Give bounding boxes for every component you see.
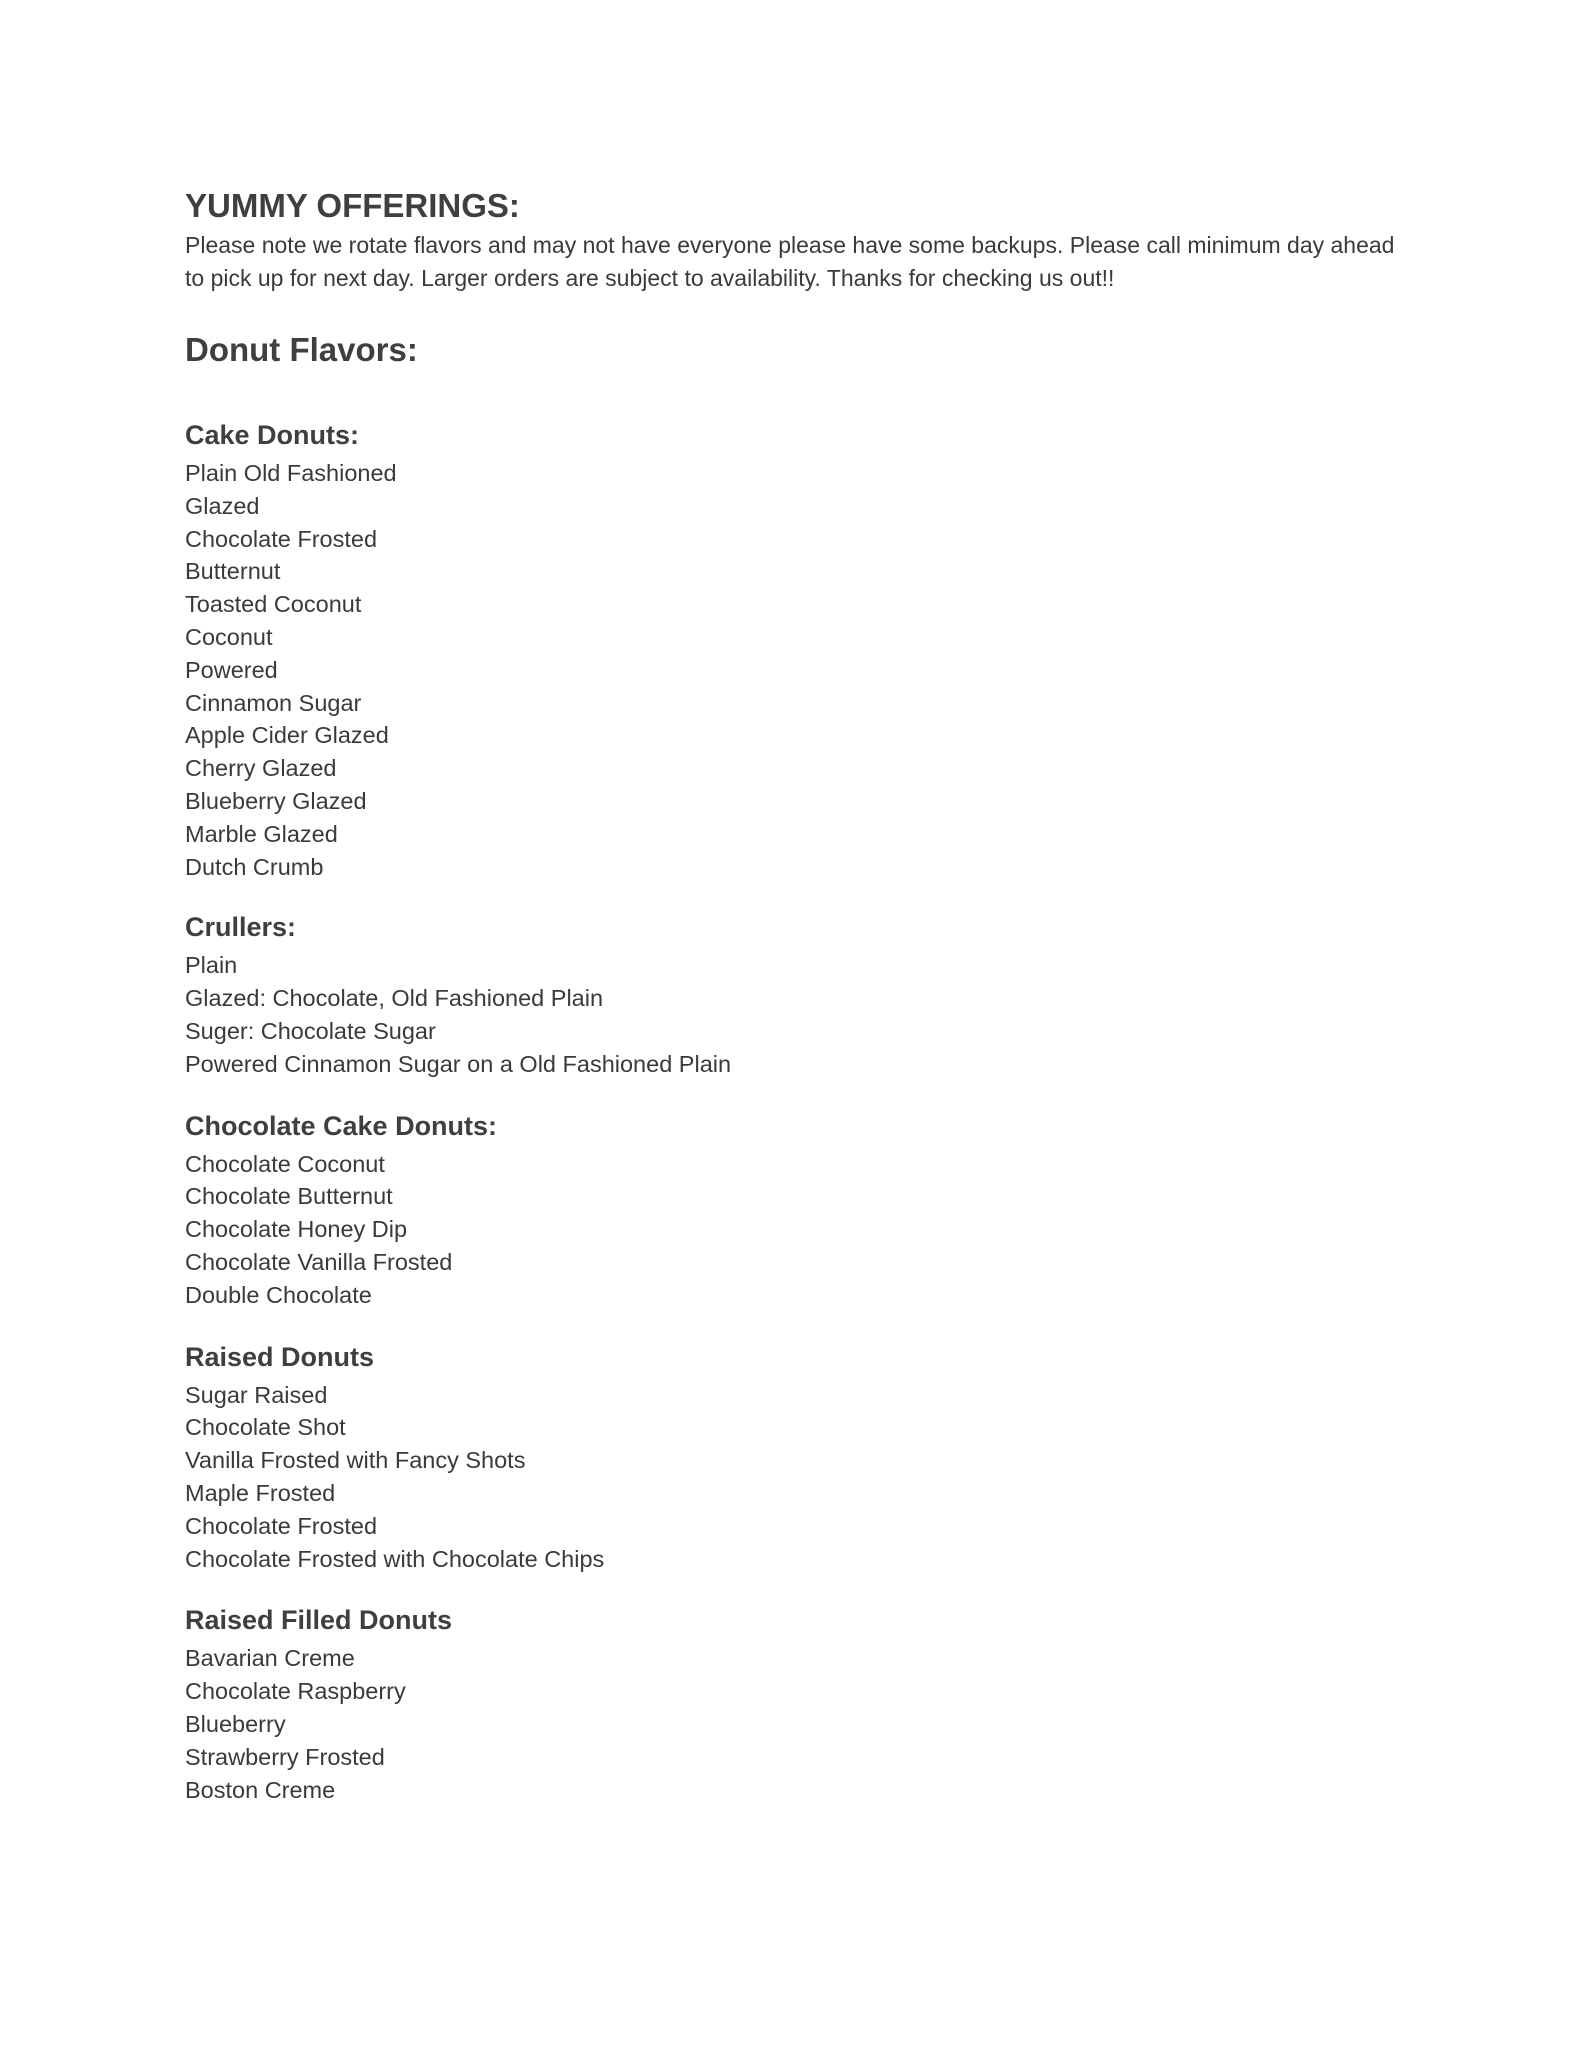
list-item: Bavarian Creme — [185, 1645, 355, 1672]
list-item: Vanilla Frosted with Fancy Shots — [185, 1447, 526, 1474]
list-item: Chocolate Frosted — [185, 1512, 378, 1539]
list-item: Apple Cider Glazed — [185, 722, 389, 749]
list-item: Powered — [185, 656, 278, 683]
list-item: Boston Creme — [185, 1776, 336, 1803]
chocolate-cake-donuts-list — [185, 1148, 1400, 1312]
raised-filled-donuts-list — [185, 1642, 1400, 1806]
list-item: Coconut — [185, 623, 273, 650]
cake-donuts-heading: Cake Donuts: — [185, 420, 360, 450]
list-item: Dutch Crumb — [185, 853, 324, 880]
list-item: Butternut — [185, 558, 281, 585]
intro-paragraph: Please note we rotate flavors and may not have everyone please have some backups. Please call minimum day ahead to pick up for next day. Larger orders are subject to availability. Thanks for checking us out!! — [185, 232, 1395, 291]
list-item: Chocolate Frosted — [185, 525, 378, 552]
list-item: Toasted Coconut — [185, 591, 362, 618]
donut-flavors-heading: Donut Flavors: — [185, 331, 418, 368]
chocolate-cake-donuts-heading: Chocolate Cake Donuts: — [185, 1110, 498, 1141]
list-item: Cinnamon Sugar — [185, 689, 362, 716]
list-item: Strawberry Frosted — [185, 1743, 385, 1770]
raised-filled-donuts-section — [185, 1602, 1400, 1806]
list-item: Suger: Chocolate Sugar — [185, 1017, 436, 1044]
raised-donuts-heading: Raised Donuts — [185, 1341, 375, 1372]
list-item: Blueberry — [185, 1710, 286, 1737]
cake-donuts-section — [185, 417, 1400, 883]
list-item: Powered Cinnamon Sugar on a Old Fashioned Plain — [185, 1050, 732, 1077]
list-item: Glazed: Chocolate, Old Fashioned Plain — [185, 985, 604, 1012]
raised-donuts-section — [185, 1339, 1400, 1576]
list-item: Chocolate Honey Dip — [185, 1216, 408, 1243]
chocolate-cake-donuts-section — [185, 1108, 1400, 1312]
list-item: Maple Frosted — [185, 1479, 336, 1506]
document-page — [185, 185, 1400, 1806]
list-item: Plain — [185, 952, 238, 979]
page-title: YUMMY OFFERINGS: — [185, 187, 520, 224]
list-item: Chocolate Coconut — [185, 1150, 385, 1177]
list-item: Marble Glazed — [185, 820, 338, 847]
list-item: Sugar Raised — [185, 1381, 328, 1408]
crullers-list — [185, 949, 1400, 1080]
crullers-heading: Crullers: — [185, 912, 297, 943]
list-item: Cherry Glazed — [185, 755, 337, 782]
list-item: Double Chocolate — [185, 1281, 372, 1308]
list-item: Chocolate Raspberry — [185, 1678, 406, 1705]
list-item: Chocolate Butternut — [185, 1183, 393, 1210]
list-item: Chocolate Shot — [185, 1414, 346, 1441]
list-item: Blueberry Glazed — [185, 787, 367, 814]
cake-donuts-list — [185, 457, 1400, 883]
crullers-section — [185, 909, 1400, 1080]
list-item: Chocolate Frosted with Chocolate Chips — [185, 1545, 605, 1572]
list-item: Plain Old Fashioned — [185, 460, 397, 486]
list-item: Glazed — [185, 492, 260, 519]
raised-donuts-list — [185, 1379, 1400, 1576]
list-item: Chocolate Vanilla Frosted — [185, 1248, 453, 1275]
raised-filled-donuts-heading: Raised Filled Donuts — [185, 1605, 453, 1636]
